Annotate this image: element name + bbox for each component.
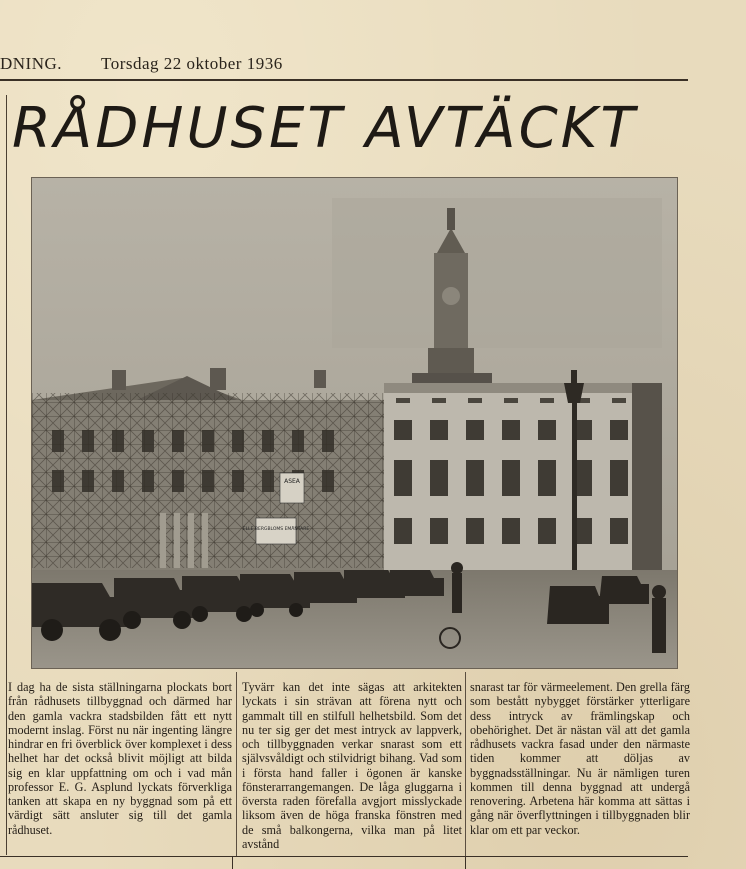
column-rule [236, 672, 237, 857]
article-column-1-text: I dag ha de sista ställningarna plockats bort från rådhusets tillbyggnad och därmed har den gamla vackra stadsbilden fått ett nytt modernt inslag. Först nu när ingenting längre hindrar en fri överblick över komplexet i dess helhet har det också blivit möjligt att bilda sig en klar uppfattning om och i vad mån professor E. G. Asplund lyckats förverkliga tanken att skapa en ny byggnad som på ett värdigt sätt ansluter sig till det gamla rådhuset. [8, 680, 232, 837]
article-column-1 [8, 680, 232, 837]
article-column-3-text: snarast tar för värmeelement. Den grella färg som bestått nybygget förstärker ytterligare dess intryck av främlingskap och obehörighet. Det är nästan väl att det gamla rådhusets vackra fasad under den närmaste tiden kommer att döljas av byggnadsställningar. Nu är nämligen turen kommen till denna byggnad att undergå renovering. Arbetena här komma att sättas i gång när överflyttningen i tillbyggnaden blir klar om ett par veckor. [470, 680, 690, 837]
bottom-rule [0, 856, 688, 857]
masthead-date: Torsdag 22 oktober 1936 [101, 54, 283, 73]
article-column-2 [242, 680, 462, 851]
town-hall-photo [31, 177, 678, 669]
bottom-rule-tick [232, 857, 233, 869]
bottom-rule-tick [465, 857, 466, 869]
town-hall-annex [384, 383, 662, 573]
column-rule [465, 672, 466, 857]
article-column-3 [470, 680, 690, 837]
masthead-title-fragment: DNING. [0, 54, 63, 73]
asea-sign: ASEA [284, 478, 300, 485]
shop-sign: ELLE BERGBLOMS EMÄNTARE [242, 527, 310, 532]
masthead [0, 52, 690, 78]
masthead-rule [0, 79, 688, 81]
article-column-2-text: Tyvärr kan det inte sägas att arkitekten lyckats i sin strävan att förena nytt och gammalt till en stilfull helhetsbild. Som det nu ter sig ger det mest intryck av lappverk, och tillbyggnaden verkar snarast som ett självsvåldigt och stilvidrigt bihang. Vad som i första hand faller i ögonen är kanske fönsterarrangemangen. De låga gluggarna i översta raden förefalla avgjort misslyckade liksom även de höga franska fönstren med de små balkongerna, vilka man på litet avstånd [242, 680, 462, 851]
old-town-hall [32, 368, 387, 570]
headline: RÅDHUSET AVTÄCKT [12, 96, 638, 161]
